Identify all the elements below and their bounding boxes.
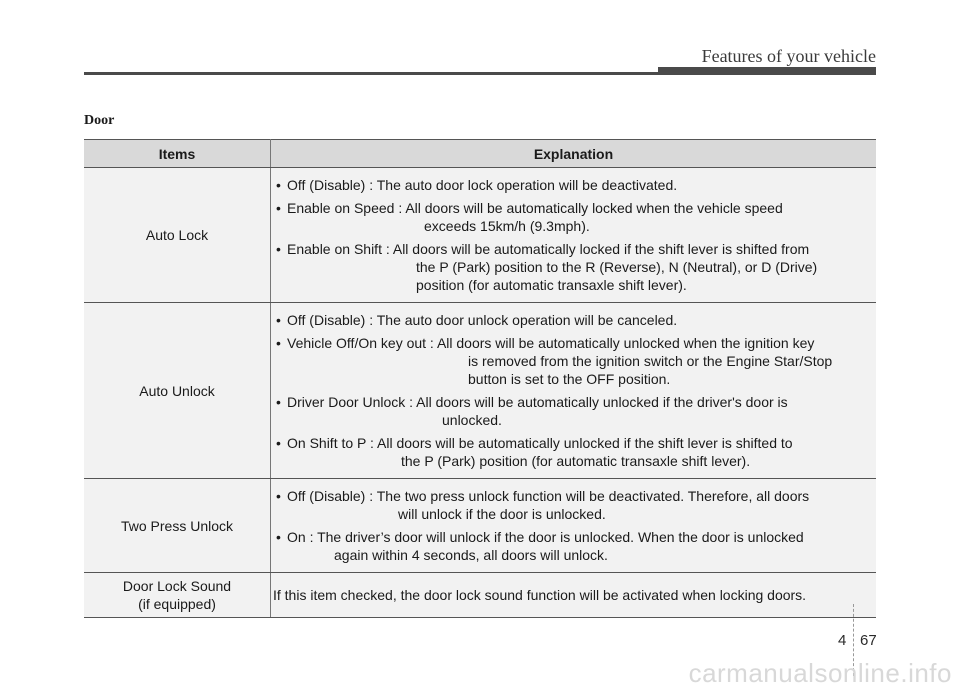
item-cell: Auto Unlock <box>84 303 271 479</box>
bullet-dot-icon: • <box>276 529 281 545</box>
bullet-text: Off (Disable) : The auto door lock operation will be deactivated. <box>287 177 678 193</box>
bullet-dot-icon: • <box>276 394 281 410</box>
bullet-dot-icon: • <box>276 177 281 193</box>
bullet-list <box>276 176 872 294</box>
section-heading: Door <box>84 113 115 128</box>
bullet-continuation-line: is removed from the ignition switch or the Engine Star/Stop <box>468 353 833 369</box>
item-label-line: Door Lock Sound <box>122 578 232 594</box>
bullet-text: On Shift to P : All doors will be automatically unlocked if the shift lever is shifted to <box>287 435 793 451</box>
bullet-line <box>276 393 872 411</box>
bullet-item <box>276 240 872 294</box>
bullet-continuation-line: unlocked. <box>442 412 502 428</box>
table-row <box>84 479 876 573</box>
bullet-dot-icon: • <box>276 200 281 216</box>
item-cell: Auto Lock <box>84 168 271 303</box>
bullet-item <box>276 434 872 470</box>
bullet-continuation-line: exceeds 15km/h (9.3mph). <box>424 218 590 234</box>
column-header-explanation: Explanation <box>271 140 877 168</box>
table-row <box>84 303 876 479</box>
explanation-cell <box>271 479 877 573</box>
bullet-line <box>276 311 872 329</box>
watermark: carmanualsonline.info <box>688 658 952 688</box>
bullet-line <box>276 176 872 194</box>
bullet-dot-icon: • <box>276 312 281 328</box>
item-cell: Two Press Unlock <box>84 479 271 573</box>
bullet-item <box>276 393 872 429</box>
bullet-continuation-line: the P (Park) position (for automatic transaxle shift lever). <box>401 453 751 469</box>
bullet-dot-icon: • <box>276 335 281 351</box>
column-header-items: Items <box>84 140 271 168</box>
table-header-row <box>84 140 876 168</box>
bullet-continuation-line: again within 4 seconds, all doors will unlock. <box>334 547 608 563</box>
bullet-line <box>276 487 872 505</box>
bullet-line <box>276 334 872 352</box>
bullet-item <box>276 334 872 388</box>
header-rule <box>84 72 876 75</box>
item-label-line: (if equipped) <box>138 596 216 612</box>
item-cell <box>84 573 271 618</box>
bullet-list <box>276 311 872 470</box>
bullet-item <box>276 199 872 235</box>
page-header-title: Features of your vehicle <box>701 46 876 66</box>
chapter-number: 4 <box>838 632 847 649</box>
bullet-item <box>276 528 872 564</box>
bullet-continuation-line: position (for automatic transaxle shift lever). <box>416 277 687 293</box>
bullet-line <box>276 240 872 258</box>
bullet-list <box>276 487 872 564</box>
explanation-cell <box>271 168 877 303</box>
bullet-text: Vehicle Off/On key out : All doors will be automatically unlocked when the ignition key <box>287 335 815 351</box>
table-row-door-lock-sound <box>84 573 876 618</box>
bullet-text: Enable on Shift : All doors will be automatically locked if the shift lever is shifted from <box>287 241 810 257</box>
bullet-text: Off (Disable) : The two press unlock function will be deactivated. Therefore, all doors <box>287 488 810 504</box>
bullet-text: Enable on Speed : All doors will be automatically locked when the vehicle speed <box>287 200 783 216</box>
bullet-dot-icon: • <box>276 241 281 257</box>
bullet-line <box>276 434 872 452</box>
bullet-text: On : The driver’s door will unlock if the door is unlocked. When the door is unlocked <box>287 529 804 545</box>
page-number: 67 <box>860 632 877 649</box>
table-body <box>84 168 876 618</box>
bullet-item <box>276 176 872 194</box>
explanation-cell <box>271 303 877 479</box>
bullet-continuation-line: button is set to the OFF position. <box>468 371 671 387</box>
bullet-item <box>276 311 872 329</box>
bullet-dot-icon: • <box>276 488 281 504</box>
bullet-text: Driver Door Unlock : All doors will be automatically unlocked if the driver's door is <box>287 394 788 410</box>
bullet-item <box>276 487 872 523</box>
door-settings-table <box>84 139 876 618</box>
bullet-text: Off (Disable) : The auto door unlock operation will be canceled. <box>287 312 678 328</box>
bullet-dot-icon: • <box>276 435 281 451</box>
bullet-continuation-line: the P (Park) position to the R (Reverse), N (Neutral), or D (Drive) <box>416 259 818 275</box>
explanation-cell: If this item checked, the door lock sound function will be activated when locking doors. <box>271 573 877 618</box>
table-row <box>84 168 876 303</box>
bullet-line <box>276 528 872 546</box>
bullet-line <box>276 199 872 217</box>
bullet-continuation-line: will unlock if the door is unlocked. <box>398 506 606 522</box>
